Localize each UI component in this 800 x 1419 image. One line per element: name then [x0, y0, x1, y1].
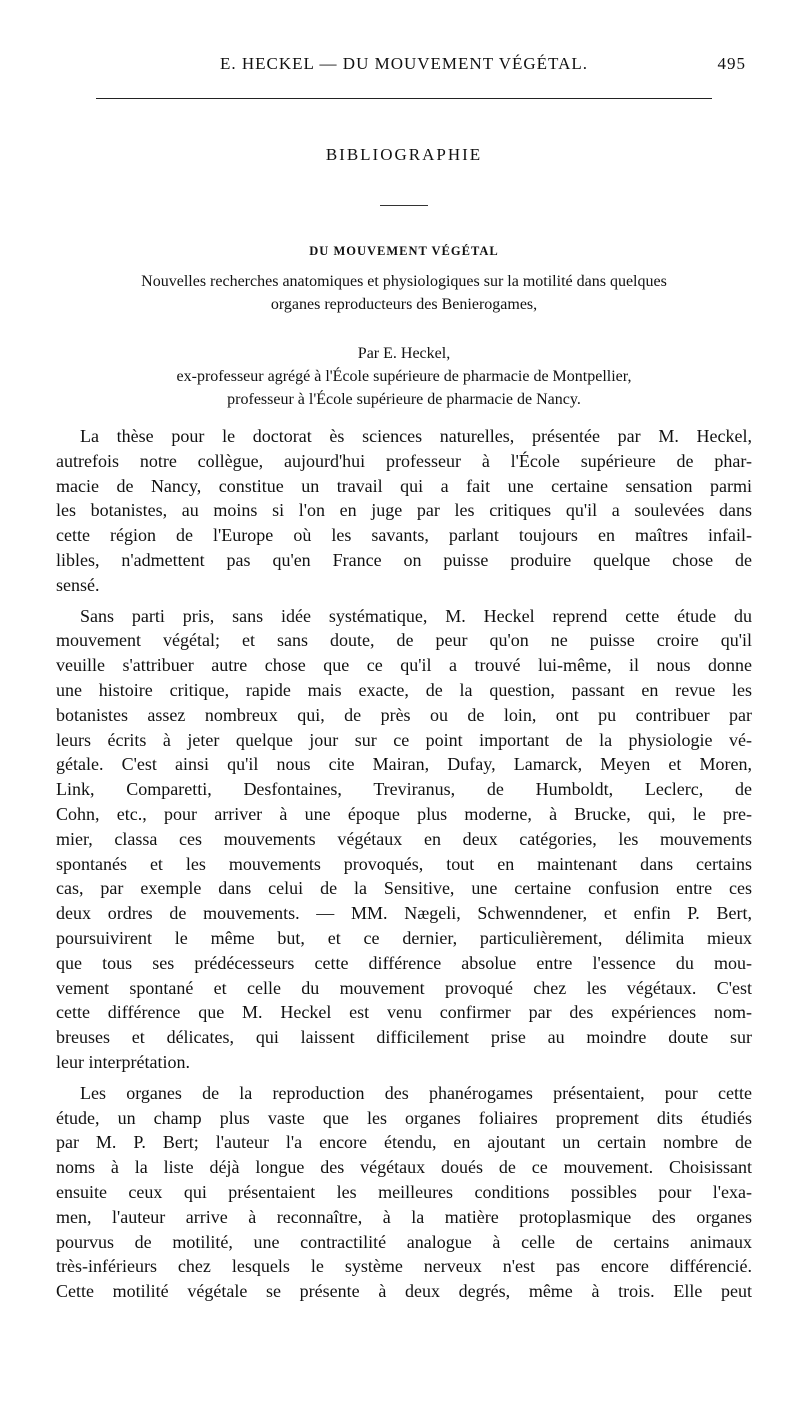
text-line: vement spontané et celle du mouvement provoqué chez les végétaux. C'est [56, 977, 752, 998]
text-line: poursuivirent le même but, et ce dernier, particulièrement, délimita mieux [56, 927, 752, 948]
text-line: men, l'auteur arrive à reconnaître, à la matière protoplasmique des organes [56, 1206, 752, 1227]
text-line: très-inférieurs chez lesquels le système nerveux n'est pas encore différencié. [56, 1256, 752, 1277]
text-line: Sans parti pris, sans idée systématique, M. Heckel reprend cette étude du [80, 605, 752, 626]
text-line: Les organes de la reproduction des phanérogames présentaient, pour cette [80, 1082, 752, 1103]
text-line: botanistes assez nombreux qui, de près ou de loin, ont pu contribuer par [56, 704, 752, 725]
paragraph [56, 424, 752, 598]
subtitle-line: organes reproducteurs des Benierogames, [270, 296, 538, 313]
article-subtitle [56, 270, 752, 316]
text-line: par M. P. Bert; l'auteur l'a encore étendu, en ajoutant un certain nombre de [56, 1132, 752, 1153]
text-line: Cohn, etc., pour arriver à une époque plus moderne, à Brucke, qui, le pre- [56, 803, 752, 824]
text-line: que tous ses prédécesseurs cette différence absolue entre l'essence du mou- [56, 952, 752, 973]
text-line: mouvement végétal; et sans doute, de peur qu'on ne puisse croire qu'il [56, 630, 752, 651]
text-line: noms à la liste déjà longue des végétaux doués de ce mouvement. Choisissant [56, 1157, 752, 1178]
text-line: Link, Comparetti, Desfontaines, Treviranus, de Humboldt, Leclerc, de [56, 779, 752, 800]
text-line: gétale. C'est ainsi qu'il nous cite Mairan, Dufay, Lamarck, Meyen et Moren, [56, 754, 752, 775]
author-block [56, 342, 752, 411]
running-header [56, 48, 752, 78]
text-line: veuille s'attribuer autre chose que ce qu'il a trouvé lui-même, il nous donne [56, 655, 752, 676]
text-line: cette région de l'Europe où les savants, parlant toujours en maîtres infail- [56, 525, 752, 546]
text-line: mier, classa ces mouvements végétaux en deux catégories, les mouvements [56, 828, 752, 849]
paragraph [56, 604, 752, 1075]
header-rule [96, 98, 712, 99]
text-line: cette différence que M. Heckel est venu confirmer par des expériences nom- [56, 1002, 752, 1023]
text-line: cas, par exemple dans celui de la Sensitive, une certaine confusion entre ces [56, 878, 752, 899]
document-page [56, 48, 752, 1408]
text-line: ensuite ceux qui présentaient les meilleures conditions possibles pour l'exa- [56, 1181, 752, 1202]
article-subject: DU MOUVEMENT VÉGÉTAL [309, 244, 499, 258]
text-line: La thèse pour le doctorat ès sciences naturelles, présentée par M. Heckel, [80, 426, 752, 446]
text-line: leur interprétation. [56, 1051, 190, 1072]
author-credential: professeur à l'École supérieure de pharmacie de Nancy. [227, 391, 581, 408]
text-line: Cette motilité végétale se présente à deux degrés, même à trois. Elle peut [56, 1281, 752, 1302]
subtitle-line: Nouvelles recherches anatomiques et physiologiques sur la motilité dans quelques [141, 273, 667, 290]
paragraph [56, 1081, 752, 1304]
section-title: BIBLIOGRAPHIE [325, 145, 483, 164]
article-body [56, 424, 752, 1310]
page-number: 495 [717, 54, 746, 73]
text-line: étude, un champ plus vaste que les organes foliaires proprement dits étudiés [56, 1107, 752, 1128]
text-line: une histoire critique, rapide mais exacte, de la question, passant en revue les [56, 679, 752, 700]
text-line: les botanistes, au moins si l'on en juge par les critiques qu'il a soulevées dans [56, 500, 752, 521]
text-line: sensé. [56, 574, 100, 595]
text-line: spontanés et les mouvements provoqués, tout en maintenant dans certains [56, 853, 752, 874]
text-line: pourvus de motilité, une contractilité analogue à celle de certains animaux [56, 1231, 752, 1252]
text-line: macie de Nancy, constitue un travail qui a fait une certaine sensation parmi [56, 475, 752, 496]
text-line: leurs écrits à jeter quelque jour sur ce point important de la physiologie vé- [56, 729, 752, 750]
title-divider [380, 205, 428, 206]
byline: Par E. Heckel, [357, 345, 451, 362]
text-line: deux ordres de mouvements. — MM. Nægeli, Schwenndener, et enfin P. Bert, [56, 903, 752, 924]
author-credential: ex-professeur agrégé à l'École supérieure de pharmacie de Montpellier, [176, 368, 632, 385]
text-line: breuses et délicates, qui laissent difficilement prise au moindre doute sur [56, 1027, 752, 1048]
text-line: autrefois notre collègue, aujourd'hui professeur à l'École supérieure de phar- [56, 450, 752, 471]
text-line: libles, n'admettent pas qu'en France on puisse produire quelque chose de [56, 549, 752, 570]
running-title: E. HECKEL — DU MOUVEMENT VÉGÉTAL. [220, 54, 588, 73]
